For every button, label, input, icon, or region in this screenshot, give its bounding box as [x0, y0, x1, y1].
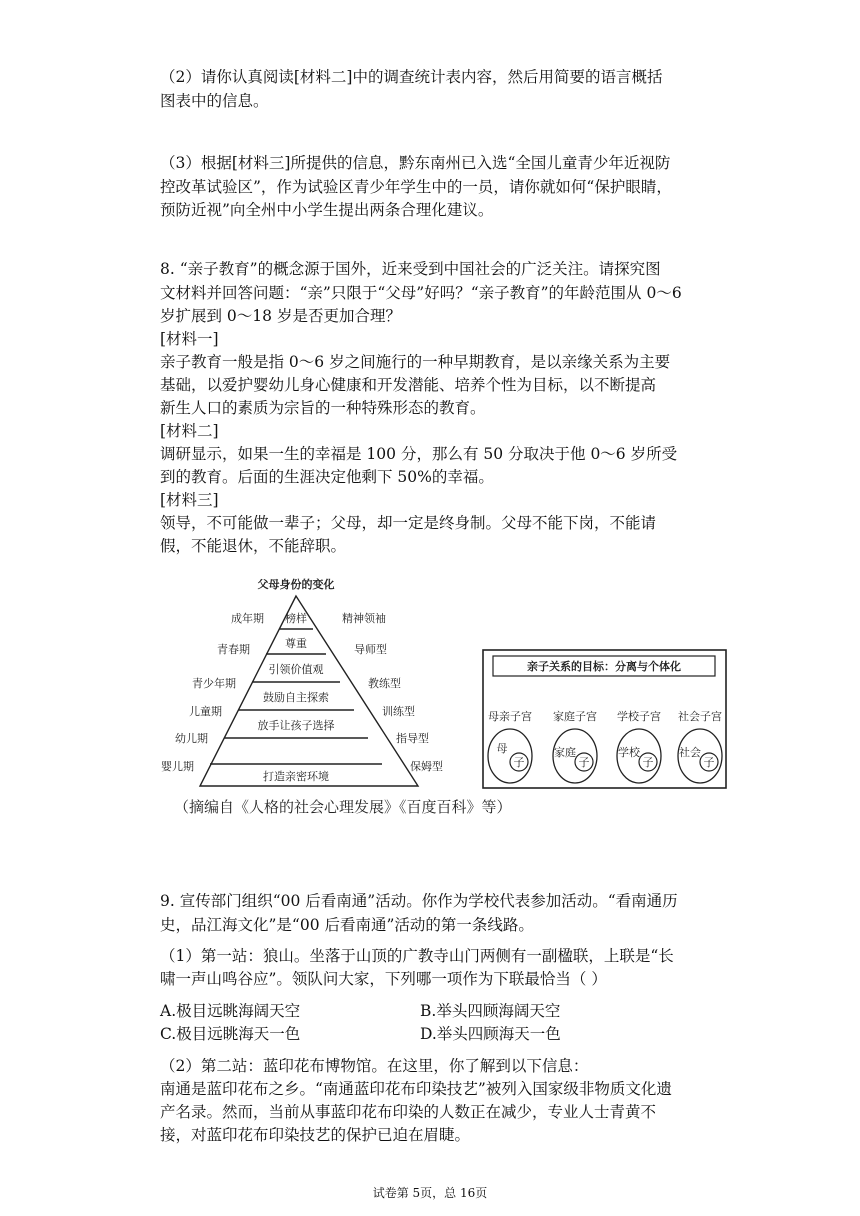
- pyramid-center-1: 榜样: [285, 612, 307, 625]
- figure-caption: （摘编自《人格的社会心理发展》《百度百科》等）: [174, 798, 512, 816]
- pyramid-center-5: 放手让孩子选择: [257, 719, 335, 732]
- palace-2: [553, 709, 597, 783]
- q9-part2-line3: 产名录。然而，当前从事蓝印花布印染的人数正在减少，专业人士青黄不: [160, 1103, 657, 1121]
- q8-material3-heading: [材料三]: [160, 491, 219, 509]
- parent-role-figure: [161, 572, 740, 822]
- palace-1-outer: 母: [496, 742, 508, 755]
- option-d: D.举头四顾海天一色: [420, 1025, 561, 1043]
- q9-intro-line1: 9. 宣传部门组织“00 后看南通”活动。你作为学校代表参加活动。“看南通历: [160, 892, 678, 910]
- pyramid-left-4: 儿童期: [189, 705, 222, 718]
- pyramid-center-4: 鼓励自主探索: [263, 691, 329, 704]
- pyramid-center-6: 打造亲密环境: [263, 770, 329, 783]
- pyramid-right-2: 导师型: [354, 643, 387, 656]
- pyramid-left-labels: [161, 611, 264, 773]
- palace-4: [678, 709, 722, 783]
- palace-4-label: 社会子宫: [678, 710, 722, 723]
- palace-4-outer: 社会: [679, 746, 701, 759]
- q9-part1-line2: 啸一声山鸣谷应”。领队问大家，下列哪一项作为下联最恰当（ ）: [160, 970, 607, 988]
- q8-line9: 调研显示，如果一生的幸福是 100 分，那么有 50 分取决于他 0～6 岁所受: [160, 445, 678, 463]
- pyramid-title: 父母身份的变化: [257, 578, 335, 591]
- palace-2-outer: 家庭: [554, 746, 576, 759]
- q9-part2-line1: （2）第二站：蓝印花布博物馆。在这里，你了解到以下信息：: [160, 1057, 589, 1075]
- q8-line5: 亲子教育一般是指 0～6 岁之间施行的一种早期教育，是以亲缘关系为主要: [160, 353, 671, 371]
- q8-line2: 文材料并回答问题：“亲”只限于“父母”好吗？“亲子教育”的年龄范围从 0～6: [160, 284, 682, 302]
- pyramid-right-3: 教练型: [368, 677, 401, 690]
- pyramid-right-4: 训练型: [382, 705, 415, 718]
- q8-line10: 到的教育。后面的生涯决定他剩下 50%的幸福。: [160, 468, 494, 486]
- q9-part1-line1: （1）第一站：狼山。坐落于山顶的广教寺山门两侧有一副楹联，上联是“长: [160, 947, 674, 965]
- q7-part3-line2: 控改革试验区”，作为试验区青少年学生中的一员，请你就如何“保护眼睛，: [160, 178, 672, 196]
- pyramid-left-2: 青春期: [217, 643, 250, 656]
- pyramid-left-3: 青少年期: [192, 677, 236, 690]
- q7-part2-line2: 图表中的信息。: [160, 92, 269, 110]
- q7-part3-line1: （3）根据[材料三]所提供的信息，黔东南州已入选“全国儿童青少年近视防: [160, 154, 671, 172]
- palace-3-inner: 子: [642, 756, 654, 769]
- palace-4-inner: 子: [703, 756, 715, 769]
- q7-part3-line3: 预防近视”向全州中小学生提出两条合理化建议。: [160, 201, 494, 219]
- q8-line13: 假，不能退休，不能辞职。: [160, 537, 347, 555]
- palace-3-label: 学校子宫: [617, 710, 661, 723]
- palace-3: [617, 709, 661, 783]
- q8-material1-heading: [材料一]: [160, 330, 219, 348]
- palace-2-label: 家庭子宫: [553, 710, 597, 723]
- q8-line6: 基础，以爱护婴幼儿身心健康和开发潜能、培养个性为目标，以不断提高: [160, 376, 657, 394]
- pyramid-left-5: 幼儿期: [175, 732, 208, 745]
- pyramid-right-1: 精神领袖: [342, 612, 386, 625]
- q7-part2-line1: （2）请你认真阅读[材料二]中的调查统计表内容，然后用简要的语言概括: [160, 68, 663, 86]
- palace-1-inner: 子: [513, 756, 525, 769]
- pyramid-center-3: 引领价值观: [268, 663, 324, 676]
- q9-part2-line2: 南通是蓝印花布之乡。“南通蓝印花布印染技艺”被列入国家级非物质文化遗: [160, 1080, 672, 1098]
- q8-line7: 新生人口的素质为宗旨的一种特殊形态的教育。: [160, 399, 486, 417]
- pyramid-right-5: 指导型: [396, 732, 429, 745]
- q8-line3: 岁扩展到 0～18 岁是否更加合理？: [160, 307, 401, 325]
- palace-3-outer: 学校: [618, 746, 640, 759]
- q8-line1: 8. “亲子教育”的概念源于国外，近来受到中国社会的广泛关注。请探究图: [160, 260, 661, 278]
- option-c: C.极目远眺海天一色: [160, 1025, 301, 1043]
- palace-1-label: 母亲子宫: [488, 710, 532, 723]
- page-footer: 试卷第 5页，总 16页: [372, 1186, 488, 1200]
- palace-1: [488, 709, 532, 783]
- pyramid-right-6: 保姆型: [410, 760, 443, 773]
- q9-intro-line2: 史，品江海文化”是“00 后看南通”活动的第一条线路。: [160, 916, 534, 934]
- q8-line12: 领导，不可能做一辈子；父母，却一定是终身制。父母不能下岗，不能请: [160, 514, 657, 532]
- pyramid-center-2: 尊重: [285, 637, 307, 650]
- goals-title: 亲子关系的目标：分离与个体化: [527, 660, 681, 673]
- pyramid-left-6: 婴儿期: [161, 760, 194, 773]
- option-a: A.极目远眺海阔天空: [160, 1002, 301, 1020]
- q9-part2-line4: 接，对蓝印花布印染技艺的保护已迫在眉睫。: [160, 1126, 471, 1144]
- q8-material2-heading: [材料二]: [160, 422, 219, 440]
- option-b: B.举头四顾海阔天空: [420, 1002, 561, 1020]
- palace-2-inner: 子: [578, 756, 590, 769]
- pyramid-left-1: 成年期: [231, 612, 264, 625]
